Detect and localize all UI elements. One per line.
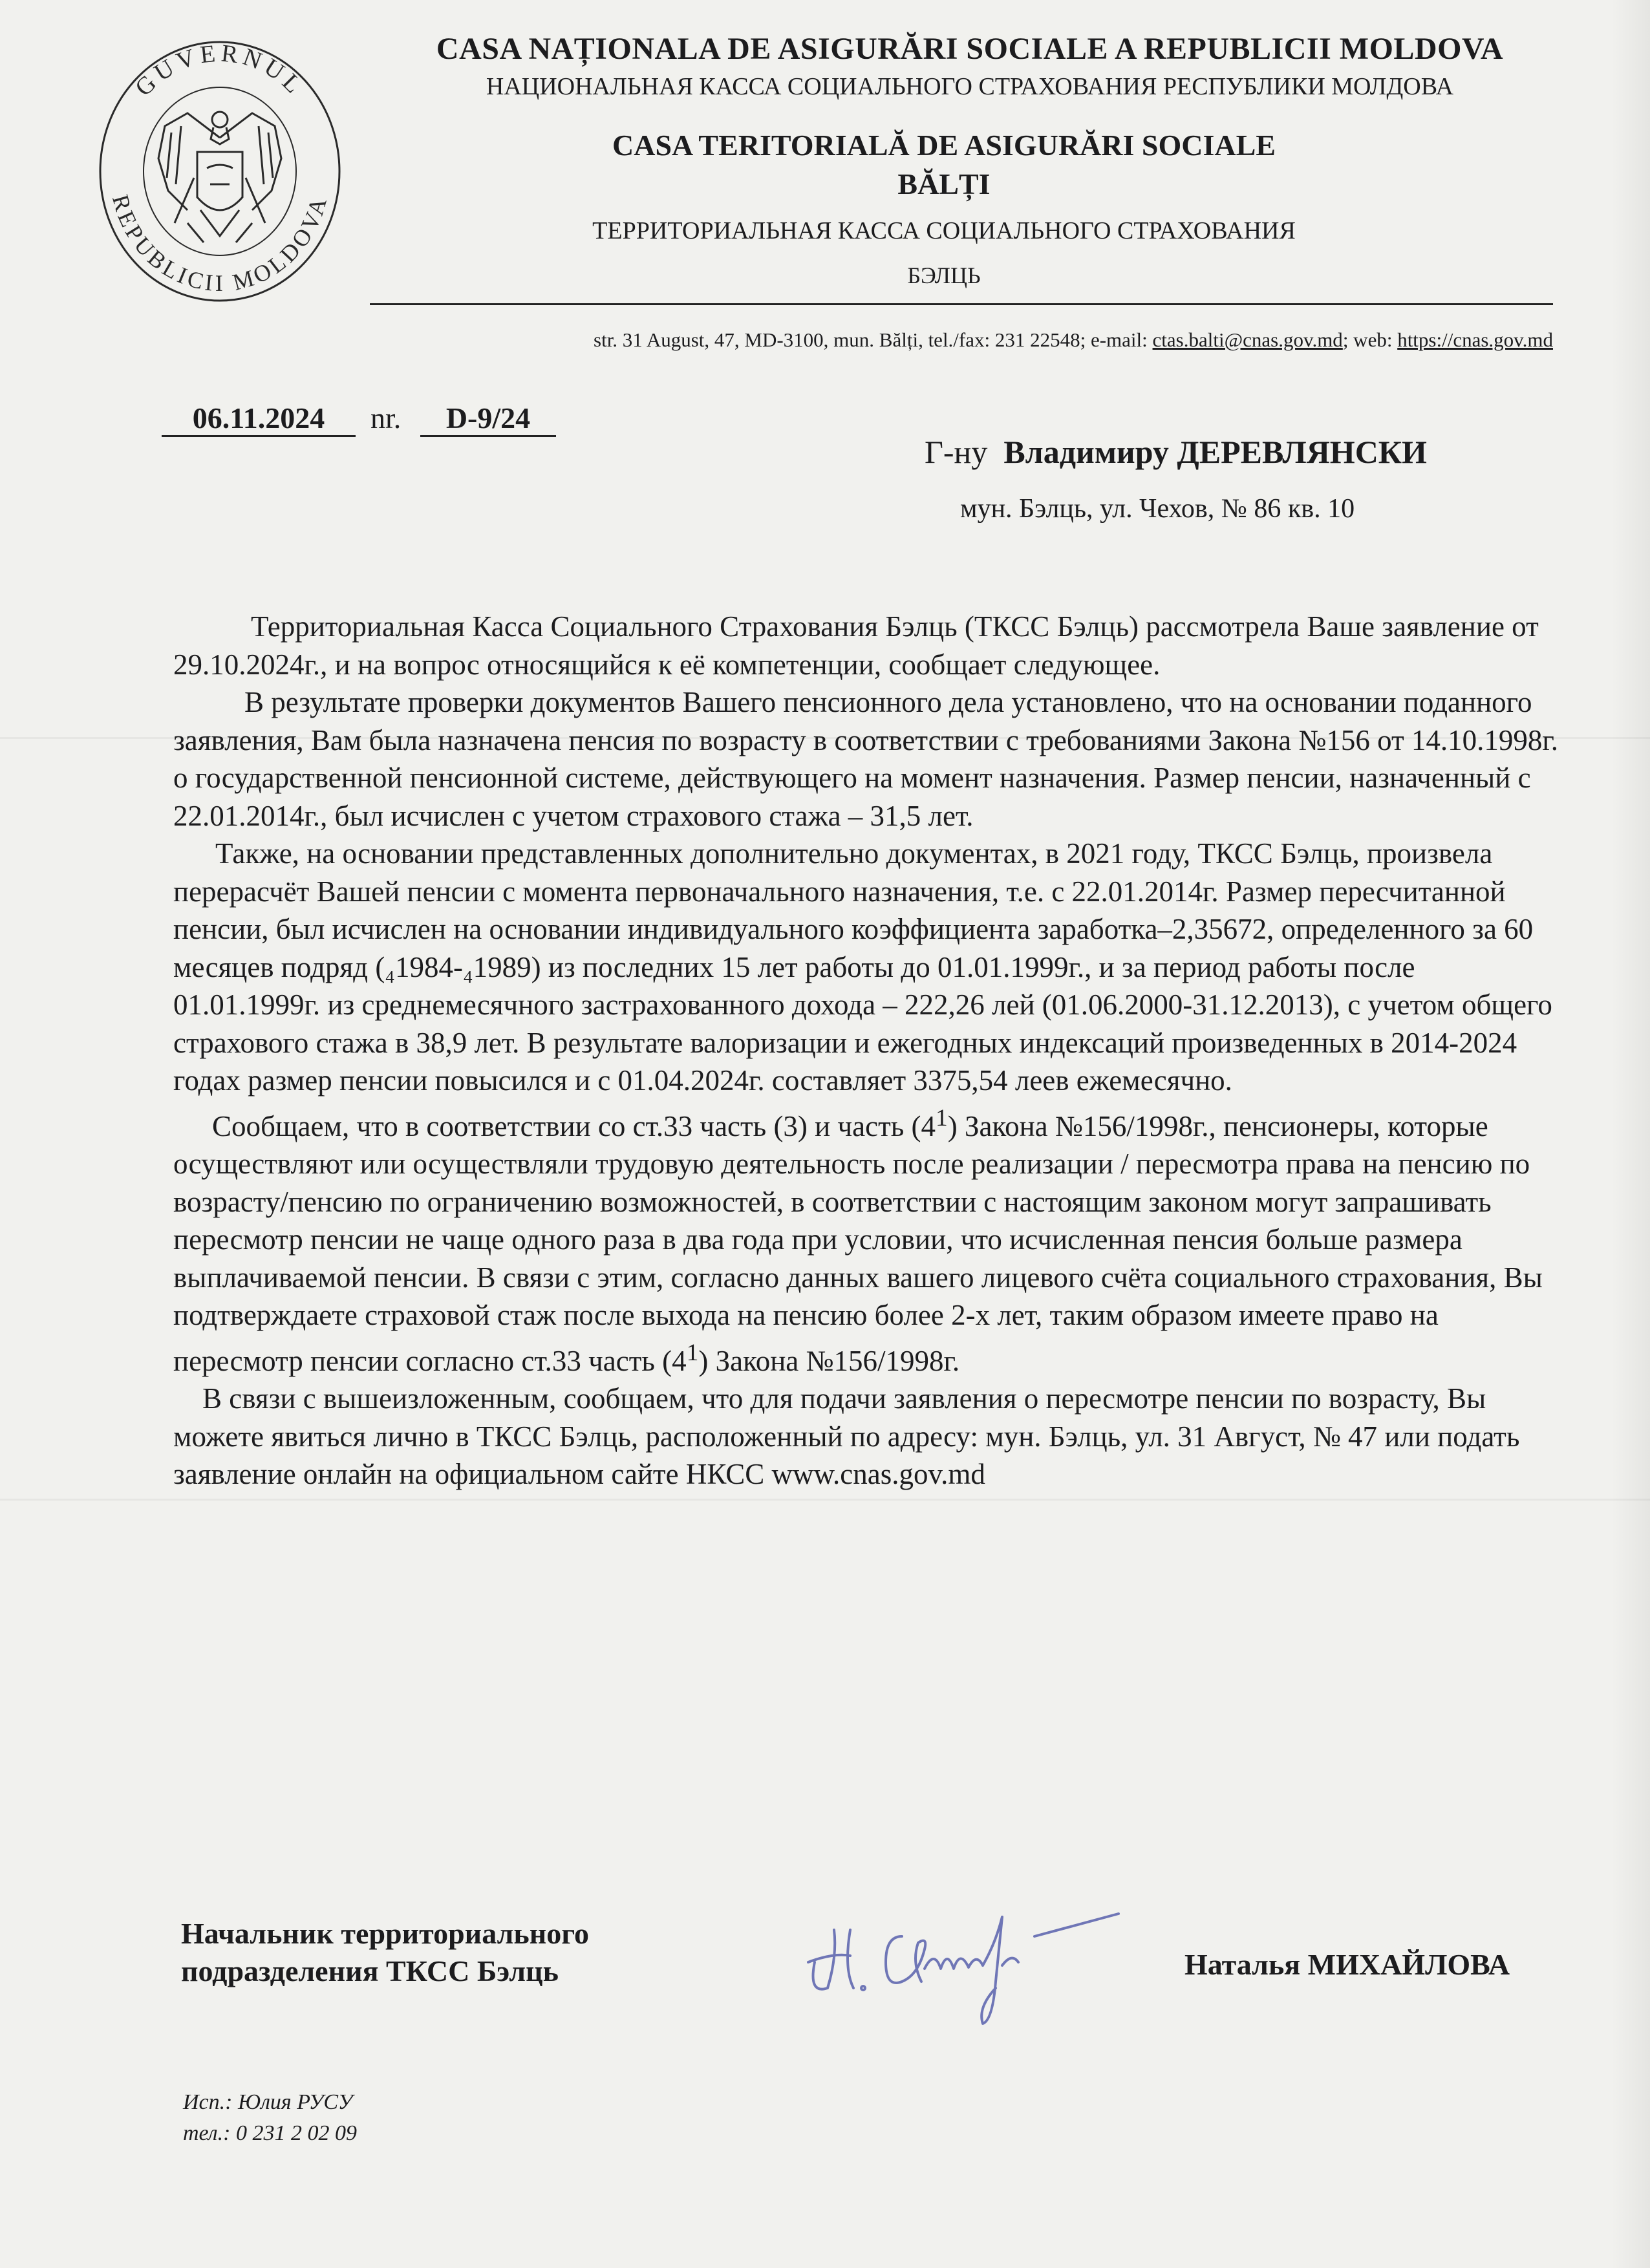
p4-superscript-1: 1 [936,1104,948,1131]
executor-phone: тел.: 0 231 2 02 09 [183,2121,357,2145]
reference-nr-label: nr. [370,401,402,434]
seal-ring-bottom-text: REPUBLICII MOLDOVA [107,191,333,297]
paper-fold-line [0,1499,1650,1501]
contact-web-link[interactable]: https://cnas.gov.md [1397,328,1553,351]
svg-text:GUVERNUL [130,39,310,102]
paper-edge-shadow [1611,0,1650,2268]
body-paragraph-5: В связи с вышеизложенным, сообщаем, что для подачи заявления о пересмотре пенсии по возрасту, Вы можете явиться лично в ТКСС Бэлць, расположенный по адресу: мун. Бэлць, ул. 31 Август, № 47 или подать заявление онлайн на официальном сайте НКСС www.cnas.gov.md [173,1382,1520,1490]
seal-ring-top-text: GUVERNUL [129,39,310,102]
handwritten-signature [789,1891,1125,2027]
svg-text:REPUBLICII MOLDOVA [107,192,332,296]
government-seal-emblem [91,29,349,314]
body-paragraph-3: Также, на основании представленных дополнительно документах, в 2021 году, ТКСС Бэлць, произвела перерасчёт Вашей пенсии с момента первоначального назначения, т.е. с 22.01.2014г. Размер пересчитанной пенсии, был исчислен на основании индивидуального коэффициента заработка–2,35672, определенного за 60 месяцев подряд (₄1984-₄1989) из последних 15 лет работы до 01.01.1999г., и за период работы после 01.01.1999г. из среднемесячного застрахованного дохода – 222,26 лей (01.06.2000-31.12.2013), с учетом общего страхового стажа в 38,9 лет. В результате валоризации и ежегодных индексаций произведенных в 2014-2024 годах размер пенсии повысился и с 01.04.2024г. составляет 3375,54 леев ежемесячно. [173,837,1552,1097]
p4-text-a: Сообщаем, что в соответствии со ст.33 часть (3) и часть (4 [212,1109,936,1142]
signatory-title-line-1: Начальник территориального [181,1917,589,1950]
p4-text-b: ) Закона №156/1998г., пенсионеры, которые осуществляют или осуществляли трудовую деятельность после реализации / пересмотра права на пенсию по возрасту/пенсию по ограничению возможностей, в соответствии с настоящим законом могут запрашивать пересмотр пенсии не чаще одного раза в два года при условии, что исчисленная пенсия больше размера выплачиваемой пенсии. В связи с этим, согласно данных вашего лицевого счёта социального страхования, Вы подтверждаете страховой стаж после выхода на пенсию более 2-х лет, таким образом имеете право на пересмотр пенсии согласно ст.33 часть (4 [173,1109,1543,1377]
addressee-name: Владимиру ДЕРЕВЛЯНСКИ [1003,434,1427,470]
p4-text-c: ) Закона №156/1998г. [698,1344,960,1377]
letter-body [173,608,1563,1493]
letter-date: 06.11.2024 [162,401,356,437]
office-city-russian: БЭЛЦЬ [907,262,981,288]
header-divider [370,303,1553,305]
body-paragraph-1: Территориальная Касса Социального Страхования Бэлць (ТКСС Бэлць) рассмотрела Ваше заявление от 29.10.2024г., и на вопрос относящийся к её компетенции, сообщает следующее. [173,610,1539,681]
body-paragraph-2: В результате проверки документов Вашего пенсионного дела установлено, что на основании поданного заявления, Вам была назначена пенсия по возрасту в соответствии с требованиями Закона №156 от 14.10.1998г. о государственной пенсионной системе, действующего на момент назначения. Размер пенсии, назначенный с 22.01.2014г., был исчислен с учетом страхового стажа – 31,5 лет. [173,686,1559,832]
executor-info [183,2087,357,2149]
contact-line [594,328,1553,352]
signatory-title-line-2: подразделения ТКСС Бэлць [181,1954,559,1987]
body-paragraph-4 [173,1100,1563,1380]
office-city-romanian: BĂLȚI [897,167,991,200]
addressee-address: мун. Бэлць, ул. Чехов, № 86 кв. 10 [960,494,1355,524]
contact-address: str. 31 August, 47, MD-3100, mun. Bălți, tel./fax: 231 22548; e-mail: [594,328,1153,351]
org-name-russian: НАЦИОНАЛЬНАЯ КАССА СОЦИАЛЬНОГО СТРАХОВАНИЯ РЕСПУБЛИКИ МОЛДОВА [486,73,1454,100]
territorial-office-romanian: CASA TERITORIALĂ DE ASIGURĂRI SOCIALE [612,129,1276,162]
addressee [925,433,1427,471]
signatory-title [181,1915,589,1990]
contact-web-label: ; web: [1342,328,1398,351]
executor-name: Исп.: Юлия РУСУ [183,2090,353,2114]
p4-superscript-2: 1 [686,1339,699,1366]
signatory-name: Наталья МИХАЙЛОВА [1184,1948,1510,1981]
org-name-romanian: CASA NAȚIONALA DE ASIGURĂRI SOCIALE A REPUBLICII MOLDOVA [436,32,1504,66]
territorial-office-russian: ТЕРРИТОРИАЛЬНАЯ КАССА СОЦИАЛЬНОГО СТРАХОВАНИЯ [592,217,1296,244]
contact-email-link[interactable]: ctas.balti@cnas.gov.md [1152,328,1343,351]
reference-number: D-9/24 [420,401,556,437]
addressee-salutation: Г-ну [925,434,988,470]
